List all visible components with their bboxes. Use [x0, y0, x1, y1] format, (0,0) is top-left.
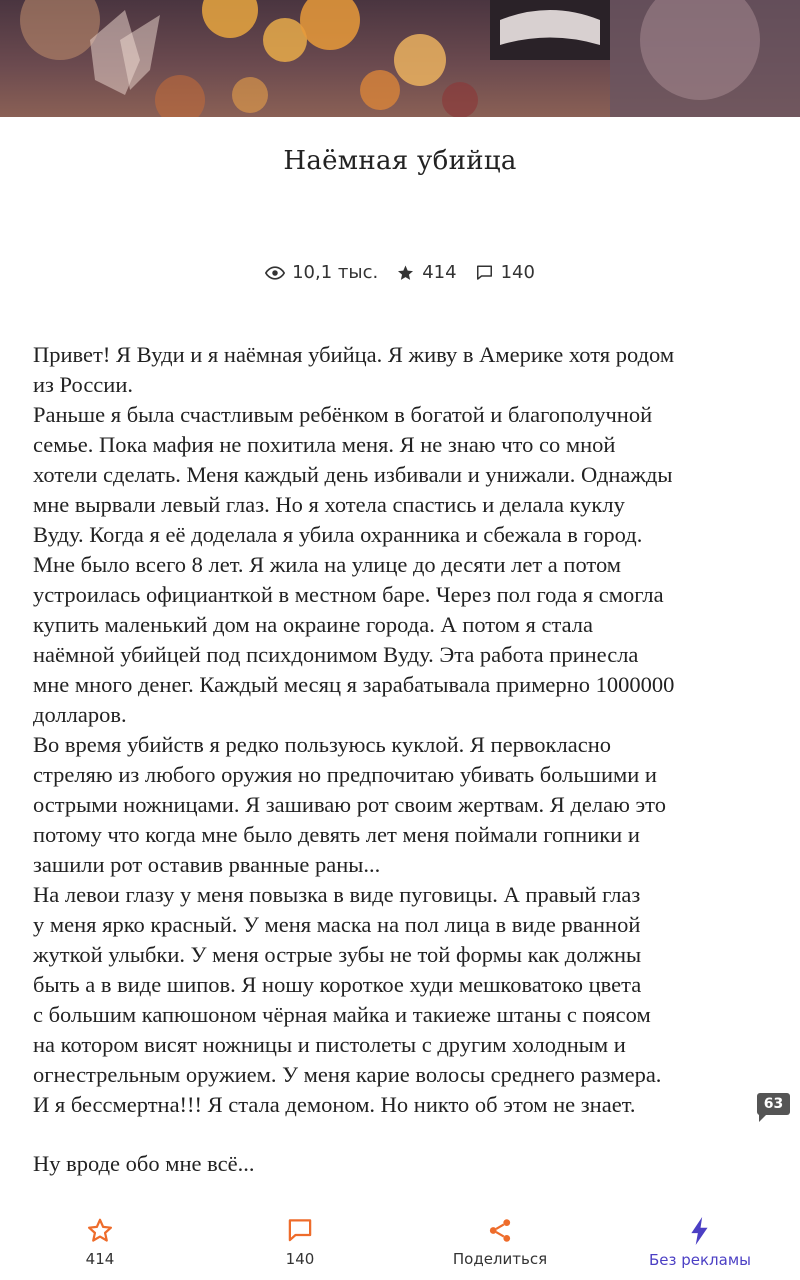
rating-count: 414 [422, 262, 457, 283]
comments-count: 140 [500, 262, 535, 283]
story-line: быть а в виде шипов. Я ношу короткое худи мешковатоко цвета [33, 972, 642, 997]
no-ads-label: Без рекламы [648, 1251, 751, 1269]
story-line: Мне было всего 8 лет. Я жила на улице до десяти лет а потом [33, 552, 622, 577]
story-line: огнестрельным оружием. У меня карие волосы среднего размера. [33, 1062, 662, 1087]
comments-stat [475, 262, 535, 283]
story-line: на котором висят ножницы и пистолеты с другим холодным и [33, 1032, 626, 1057]
story-line: И я бессмертна!!! Я стала демоном. Но никто об этом не знает. [33, 1092, 636, 1117]
share-label: Поделиться [452, 1250, 548, 1268]
story-line: На левои глазу у меня повызка в виде пуговицы. А правый глаз [33, 882, 641, 907]
story-line: устроилась официанткой в местном баре. Через пол года я смогла [33, 582, 664, 607]
story-line: зашили рот оставив рванные раны... [33, 852, 381, 877]
cover-image [0, 0, 800, 117]
story-line: купить маленький дом на окраине города. А потом я стала [33, 612, 593, 637]
eye-icon [265, 266, 285, 280]
story-line: у меня ярко красный. У меня маска на пол лица в виде рванной [33, 912, 641, 937]
comment-icon [286, 1217, 314, 1244]
comments-label: 140 [285, 1250, 315, 1268]
bottom-action-bar [0, 1200, 800, 1280]
no-ads-button[interactable] [600, 1200, 800, 1280]
story-line: Раньше я была счастливым ребёнком в богатой и благополучной [33, 402, 653, 427]
story-line: Привет! Я Вуди и я наёмная убийца. Я живу в Америке хотя родом [33, 342, 675, 367]
story-text [33, 340, 778, 1179]
comment-icon [475, 264, 494, 282]
story-line: потому что когда мне было девять лет меня поймали гопники и [33, 822, 640, 847]
views-stat [265, 262, 378, 283]
star-icon [396, 264, 415, 282]
story-line: из России. [33, 372, 133, 397]
share-button[interactable] [400, 1200, 600, 1280]
paragraph-gap [33, 1120, 778, 1149]
story-line: Во время убийств я редко пользуюсь куклой. Я первокласно [33, 732, 611, 757]
rate-button[interactable] [0, 1200, 200, 1280]
story-line: мне вырвали левый глаз. Но я хотела спастись и делала куклу [33, 492, 625, 517]
story-line: семье. Пока мафия не похитила меня. Я не знаю что со мной [33, 432, 616, 457]
story-line: Вуду. Когда я её доделала я убила охранника и сбежала в город. [33, 522, 643, 547]
paragraph-comment-badge[interactable]: 63 [757, 1093, 790, 1115]
story-line: мне много денег. Каждый месяц я зарабатывала примерно 1000000 [33, 672, 675, 697]
story-line: острыми ножницами. Я зашиваю рот своим жертвам. Я делаю это [33, 792, 666, 817]
story-line: долларов. [33, 702, 127, 727]
comments-button[interactable] [200, 1200, 400, 1280]
story-line: жуткой улыбки. У меня острые зубы не той формы как должны [33, 942, 642, 967]
story-line: стреляю из любого оружия но предпочитаю убивать большими и [33, 762, 657, 787]
story-line: с большим капюшоном чёрная майка и такиеже штаны с поясом [33, 1002, 651, 1027]
story-closing-line: Ну вроде обо мне всё... [33, 1151, 255, 1176]
lightning-icon [688, 1217, 712, 1245]
star-outline-icon [86, 1217, 114, 1244]
story-stats [0, 262, 800, 283]
story-title: Наёмная убийца [283, 146, 517, 176]
story-line: хотели сделать. Меня каждый день избивали и унижали. Однажды [33, 462, 673, 487]
rate-label: 414 [85, 1250, 115, 1268]
share-icon [486, 1217, 514, 1244]
story-line: наёмной убийцей под психдонимом Вуду. Эта работа принесла [33, 642, 639, 667]
views-count: 10,1 тыс. [292, 262, 379, 283]
rating-stat [396, 262, 456, 283]
